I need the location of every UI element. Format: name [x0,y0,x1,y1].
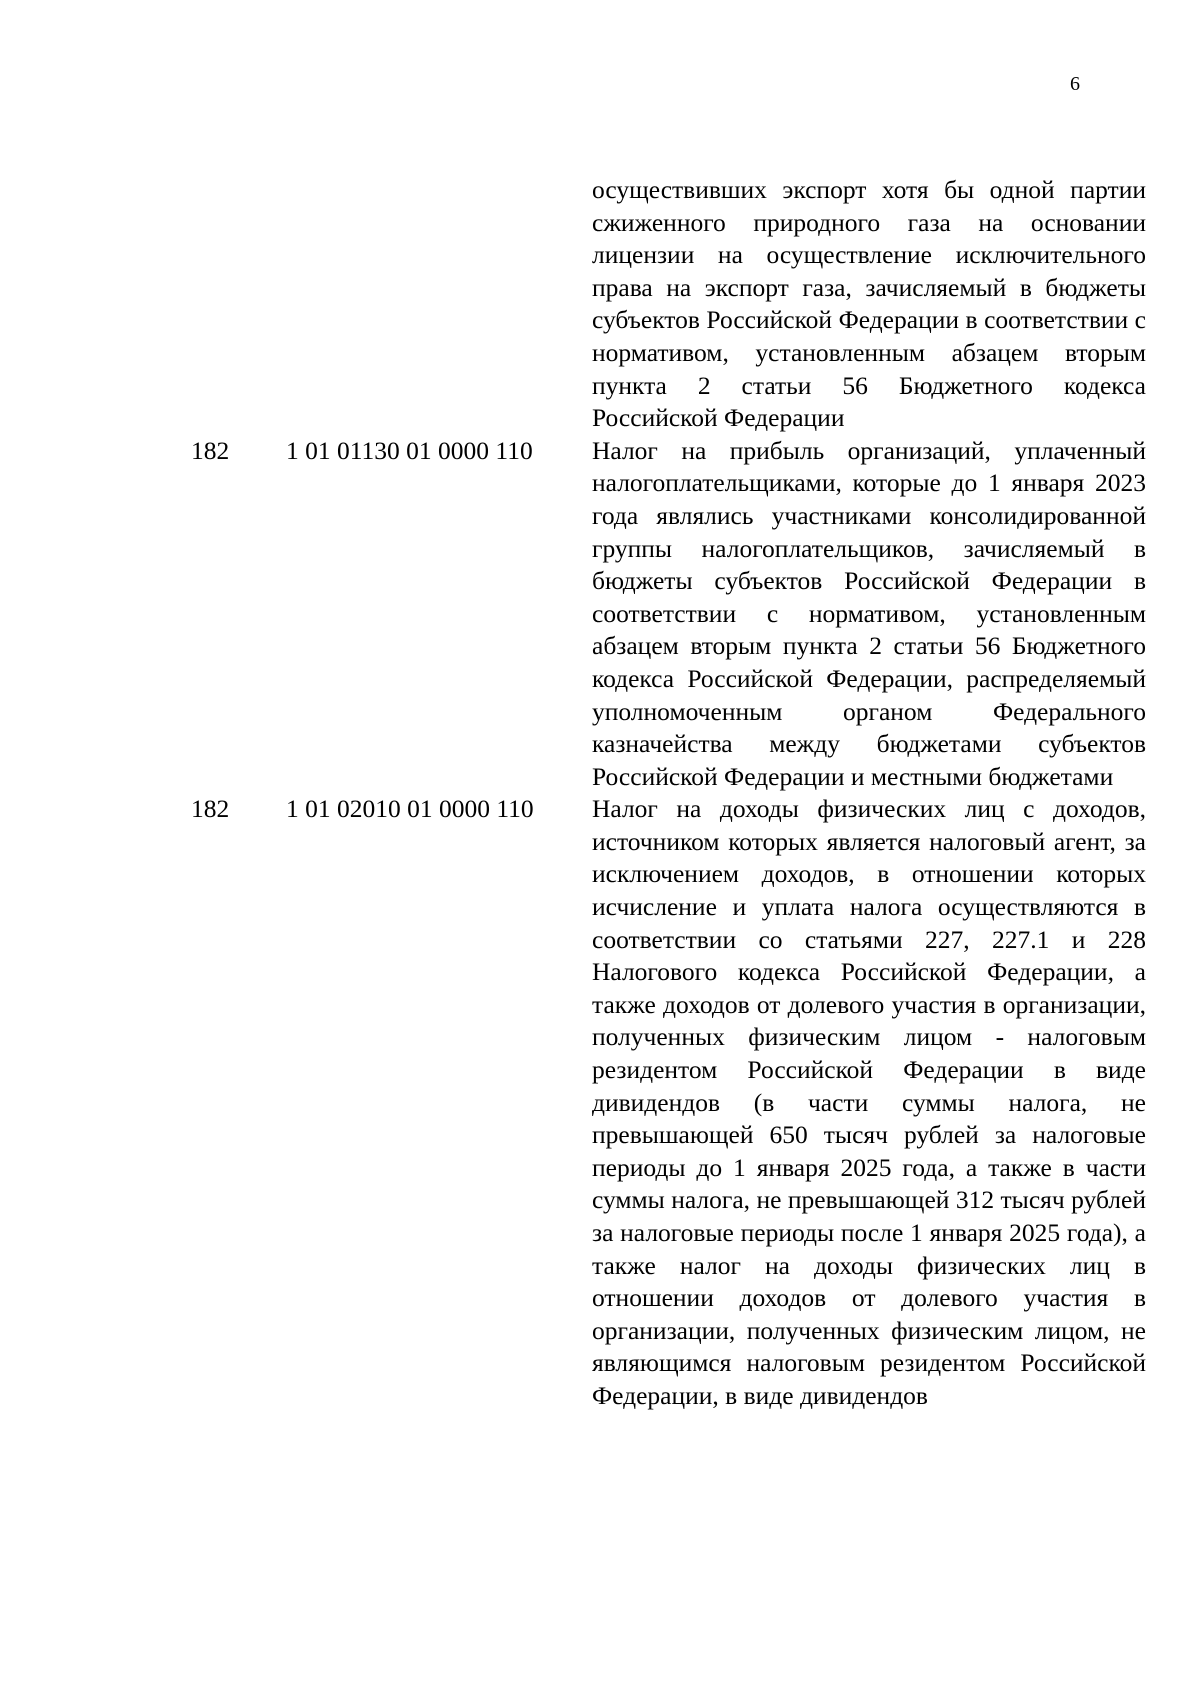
description-cell: Налог на прибыль организаций, уплаченный налогоплательщиками, которые до 1 января 2023 года являлись участниками консолидированной группы налогоплательщиков, зачисляемый в бюджеты субъектов Российской Федерации в соответствии с нормативом, установленным абзацем вторым пункта 2 статьи 56 Бюджетного кодекса Российской Федерации, распределяемый уполномоченным органом Федерального казначейства между бюджетами субъектов Российской Федерации и местными бюджетами [592,435,1146,791]
revenue-codes-table [0,174,1200,1413]
kbk-code-cell: 1 01 01130 01 0000 110 [286,435,533,465]
table-row [0,435,1200,794]
table-row [0,793,1200,1412]
page-number: 6 [1070,73,1080,95]
admin-code-cell: 182 [191,794,230,824]
description-cell: Налог на доходы физических лиц с доходов, источником которых является налоговый агент, за исключением доходов, в отношении которых исчисление и уплата налога осуществляются в соответствии со статьями 227, 227.1 и 228 Налогового кодекса Российской Федерации, а также доходов от долевого участия в организации, полученных физическим лицом - налоговым резидентом Российской Федерации в виде дивидендов (в части суммы налога, не превышающей 650 тысяч рублей за налоговые периоды до 1 января 2025 года, а также в части суммы налога, не превышающей 312 тысяч рублей за налоговые периоды после 1 января 2025 года), а также налог на доходы физических лиц в отношении доходов от долевого участия в организации, полученных физическим лицом, не являющимся налоговым резидентом Российской Федерации, в виде дивидендов [592,794,1146,1410]
kbk-code-cell: 1 01 02010 01 0000 110 [286,794,534,824]
description-cell: осуществивших экспорт хотя бы одной партии сжиженного природного газа на основании лицензии на осуществление исключительного права на экспорт газа, зачисляемый в бюджеты субъектов Российской Федерации в соответствии с нормативом, установленным абзацем вторым пункта 2 статьи 56 Бюджетного кодекса Российской Федерации [592,175,1146,433]
admin-code-cell: 182 [191,435,230,465]
table-row [0,174,1200,435]
